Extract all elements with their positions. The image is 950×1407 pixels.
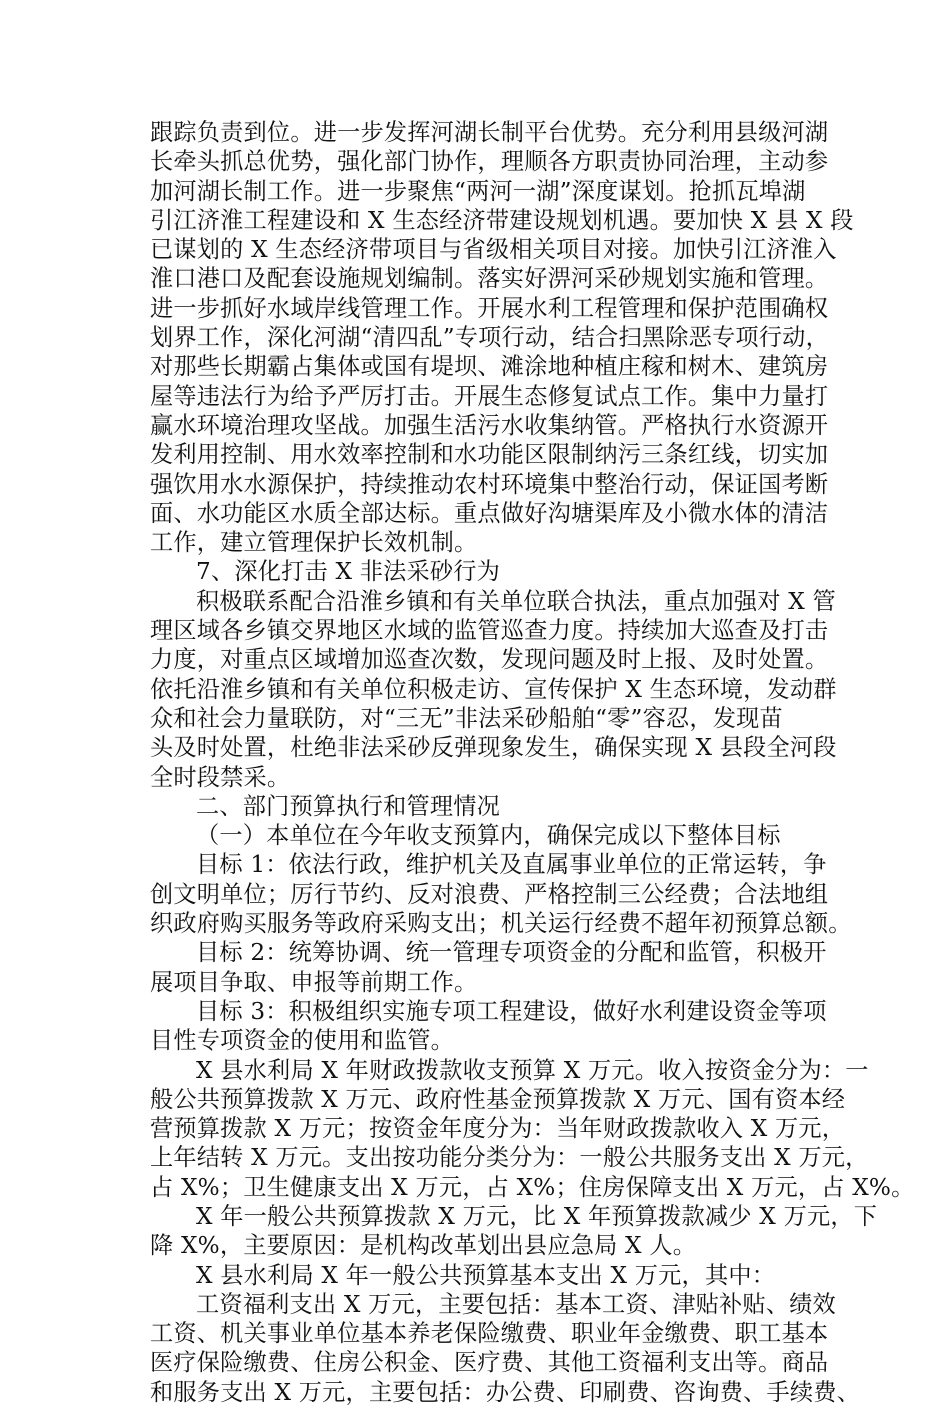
text-line: 目标 3：积极组织实施专项工程建设，做好水利建设资金等项 [196, 997, 827, 1025]
text-line: 降 X%，主要原因：是机构改革划出县应急局 X 人。 [150, 1232, 697, 1260]
text-line: 创文明单位；厉行节约、反对浪费、严格控制三公经费；合法地组 [150, 880, 829, 908]
text-line: 工作，建立管理保护长效机制。 [150, 529, 478, 557]
text-line: 和服务支出 X 万元，主要包括：办公费、印刷费、咨询费、手续费、 [150, 1378, 861, 1406]
text-line: X 县水利局 X 年财政拨款收支预算 X 万元。收入按资金分为：一 [196, 1056, 869, 1084]
text-line: 跟踪负责到位。进一步发挥河湖长制平台优势。充分利用县级河湖 [150, 119, 829, 146]
text-line: 对那些长期霸占集体或国有堤坝、滩涂地种植庄稼和树木、建筑房 [150, 353, 829, 381]
document-body [150, 118, 915, 1407]
text-line: 屋等违法行为给予严厉打击。开展生态修复试点工作。集中力量打 [150, 382, 829, 410]
text-line: 力度，对重点区域增加巡查次数，发现问题及时上报、及时处置。 [150, 646, 829, 674]
text-line: 二、部门预算执行和管理情况 [196, 792, 501, 820]
text-line: 医疗保险缴费、住房公积金、医疗费、其他工资福利支出等。商品 [150, 1349, 829, 1377]
text-line: 已谋划的 X 生态经济带项目与省级相关项目对接。加快引江济淮入 [150, 236, 837, 264]
text-line: 引江济淮工程建设和 X 生态经济带建设规划机遇。要加快 X 县 X 段 [150, 206, 854, 234]
text-line: 般公共预算拨款 X 万元、政府性基金预算拨款 X 万元、国有资本经 [150, 1085, 846, 1113]
text-line: 赢水环境治理攻坚战。加强生活污水收集纳管。严格执行水资源开 [150, 411, 829, 439]
text-line: 工资、机关事业单位基本养老保险缴费、职业年金缴费、职工基本 [150, 1320, 829, 1348]
text-line: 面、水功能区水质全部达标。重点做好沟塘渠库及小微水体的清洁 [150, 499, 829, 527]
text-line: 头及时处置，杜绝非法采砂反弹现象发生，确保实现 X 县段全河段 [150, 734, 837, 762]
text-line: 营预算拨款 X 万元；按资金年度分为：当年财政拨款收入 X 万元， [150, 1115, 846, 1143]
text-line: X 年一般公共预算拨款 X 万元，比 X 年预算拨款减少 X 万元，下 [196, 1202, 878, 1230]
text-line: 7、深化打击 X 非法采砂行为 [196, 558, 501, 586]
text-line: 目性专项资金的使用和监管。 [150, 1027, 455, 1055]
text-line: X 县水利局 X 年一般公共预算基本支出 X 万元，其中： [196, 1261, 776, 1289]
text-line: 全时段禁采。 [150, 763, 291, 791]
text-line: 众和社会力量联防，对“三无”非法采砂船舶“零”容忍，发现苗 [150, 704, 783, 732]
text-line: 加河湖长制工作。进一步聚焦“两河一湖”深度谋划。抢抓瓦埠湖 [150, 177, 806, 205]
text-line: 强饮用水水源保护，持续推动农村环境集中整治行动，保证国考断 [150, 470, 829, 498]
text-line: 依托沿淮乡镇和有关单位积极走访、宣传保护 X 生态环境，发动群 [150, 675, 837, 703]
text-line: （一）本单位在今年收支预算内，确保完成以下整体目标 [196, 822, 781, 850]
text-line: 长牵头抓总优势，强化部门协作，理顺各方职责协同治理，主动参 [150, 148, 829, 176]
text-line: 进一步抓好水域岸线管理工作。开展水利工程管理和保护范围确权 [150, 294, 829, 322]
text-line: 目标 2：统筹协调、统一管理专项资金的分配和监管，积极开 [196, 939, 827, 967]
text-line: 发利用控制、用水效率控制和水功能区限制纳污三条红线，切实加 [150, 441, 829, 469]
text-line: 上年结转 X 万元。支出按功能分类分为：一般公共服务支出 X 万元， [150, 1144, 869, 1172]
text-line: 目标 1：依法行政，维护机关及直属事业单位的正常运转，争 [196, 851, 827, 879]
text-line: 占 X%；卫生健康支出 X 万元，占 X%；住房保障支出 X 万元，占 X%。 [150, 1173, 915, 1201]
text-line: 织政府购买服务等政府采购支出；机关运行经费不超年初预算总额。 [150, 910, 852, 938]
text-line: 工资福利支出 X 万元，主要包括：基本工资、津贴补贴、绩效 [196, 1290, 836, 1318]
text-line: 淮口港口及配套设施规划编制。落实好淠河采砂规划实施和管理。 [150, 265, 829, 293]
text-line: 展项目争取、申报等前期工作。 [150, 968, 478, 996]
text-line: 积极联系配合沿淮乡镇和有关单位联合执法，重点加强对 X 管 [196, 587, 836, 615]
text-line: 理区域各乡镇交界地区水域的监管巡查力度。持续加大巡查及打击 [150, 617, 829, 645]
text-line: 划界工作，深化河湖“清四乱”专项行动，结合扫黑除恶专项行动， [150, 324, 829, 352]
